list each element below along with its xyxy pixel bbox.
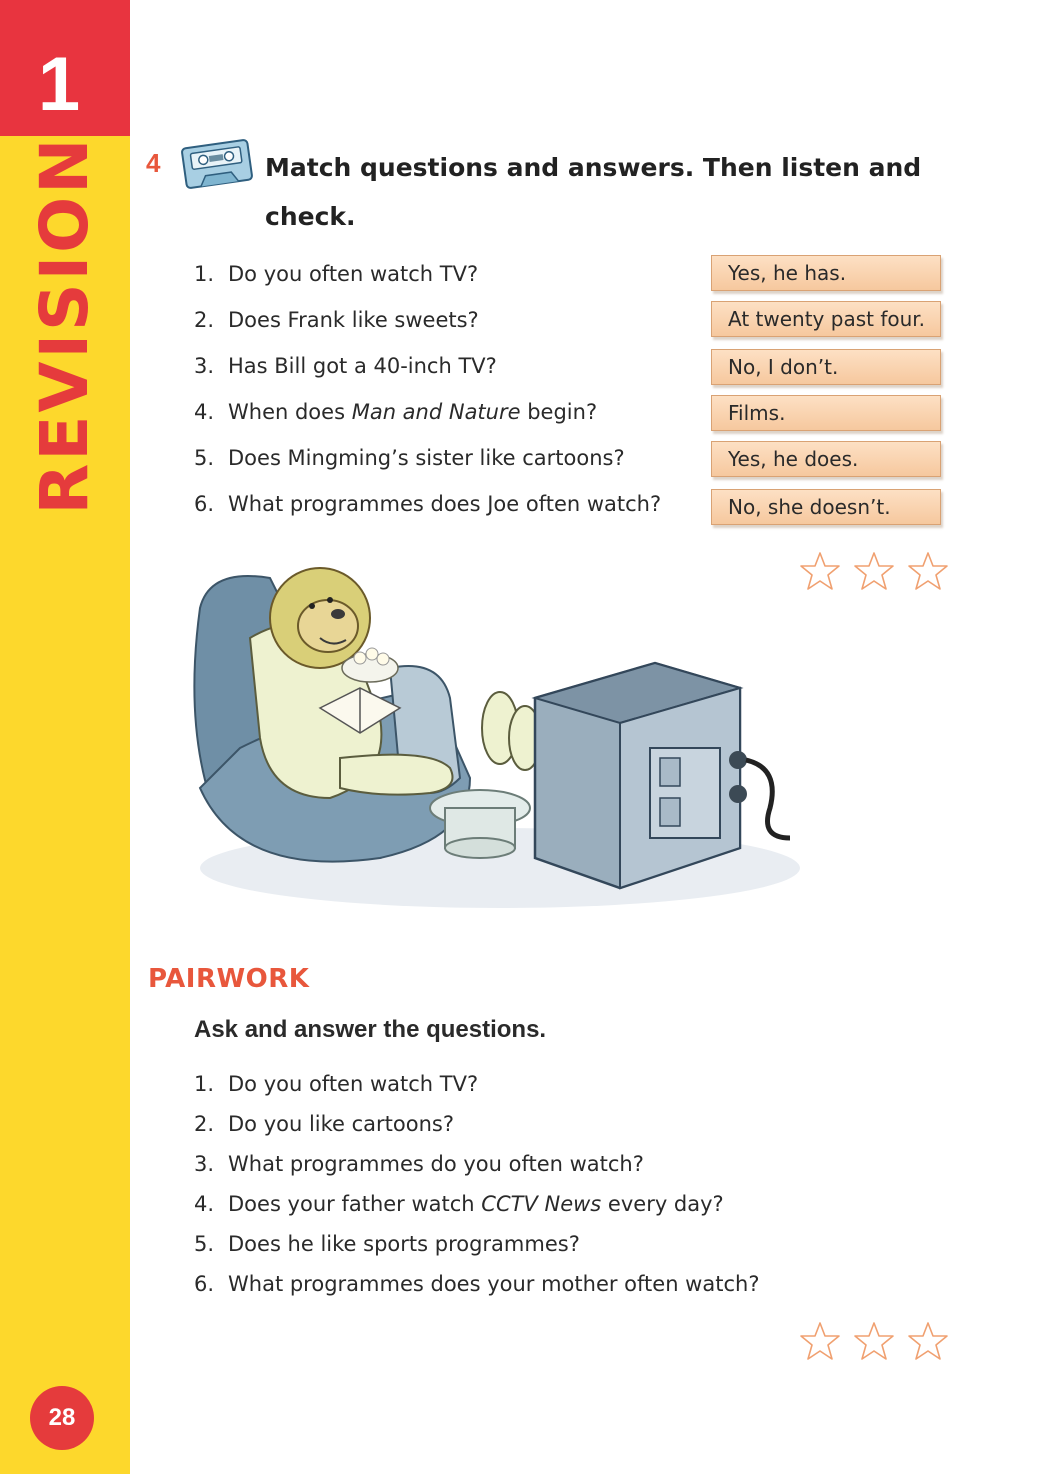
pairwork-question-item <box>194 1226 759 1266</box>
question-text: Does Frank like sweets? <box>228 308 479 332</box>
pairwork-question-list <box>194 1066 759 1306</box>
question-item <box>194 256 661 302</box>
pairwork-question-item <box>194 1266 759 1306</box>
question-number: 4. <box>194 1192 215 1216</box>
question-text: Does Mingming’s sister like cartoons? <box>228 446 625 470</box>
question-number: 5. <box>194 446 215 470</box>
question-text: What programmes do you often watch? <box>228 1152 644 1176</box>
lion-watching-tv-illustration <box>180 548 820 928</box>
star-rating <box>798 1320 952 1364</box>
question-number: 6. <box>194 1272 215 1296</box>
question-text-end: begin? <box>520 400 598 424</box>
star-outline-icon <box>909 553 947 589</box>
question-text: What programmes does Joe often watch? <box>228 492 662 516</box>
star-outline-icon <box>909 1323 947 1359</box>
answer-box[interactable]: No, she doesn’t. <box>711 489 941 525</box>
question-number: 1. <box>194 1072 215 1096</box>
programme-title: Man and Nature <box>351 400 521 424</box>
question-text: Do you often watch TV? <box>228 1072 479 1096</box>
answer-box[interactable]: Yes, he does. <box>711 441 941 477</box>
question-list <box>194 256 661 532</box>
answer-box[interactable]: At twenty past four. <box>711 301 941 337</box>
question-item <box>194 394 661 440</box>
unit-tab <box>0 0 130 136</box>
question-number: 4. <box>194 400 215 424</box>
question-number: 6. <box>194 492 215 516</box>
cassette-tape-icon <box>178 134 256 194</box>
star-outline-icon <box>801 1323 839 1359</box>
question-number: 5. <box>194 1232 215 1256</box>
pairwork-instruction: Ask and answer the questions. <box>194 1016 547 1043</box>
pairwork-question-item <box>194 1146 759 1186</box>
pairwork-heading: PAIRWORK <box>148 964 310 994</box>
question-number: 1. <box>194 262 215 286</box>
sidebar <box>0 0 130 1474</box>
exercise-title: Match questions and answers. Then listen and check. <box>265 153 922 231</box>
unit-number: 1 <box>37 42 81 127</box>
page-number: 28 <box>30 1386 94 1450</box>
question-text: When does <box>228 400 352 424</box>
question-text: Do you often watch TV? <box>228 262 479 286</box>
star-outline-icon <box>855 553 893 589</box>
question-number: 3. <box>194 354 215 378</box>
star-outline-icon <box>855 1323 893 1359</box>
revision-label: REVISION <box>26 135 103 515</box>
question-text-end: every day? <box>601 1192 724 1216</box>
question-number: 2. <box>194 308 215 332</box>
pairwork-question-item <box>194 1186 759 1226</box>
question-text: Has Bill got a 40-inch TV? <box>228 354 497 378</box>
question-text: Does your father watch <box>228 1192 482 1216</box>
question-item <box>194 440 661 486</box>
question-number: 2. <box>194 1112 215 1136</box>
exercise-number: 4 <box>146 148 161 178</box>
question-text: Does he like sports programmes? <box>228 1232 580 1256</box>
question-item <box>194 486 661 532</box>
question-item <box>194 348 661 394</box>
question-number: 3. <box>194 1152 215 1176</box>
star-rating <box>798 550 952 594</box>
pairwork-question-item <box>194 1066 759 1106</box>
question-item <box>194 302 661 348</box>
answer-box[interactable]: No, I don’t. <box>711 349 941 385</box>
answer-box[interactable]: Yes, he has. <box>711 255 941 291</box>
question-text: Do you like cartoons? <box>228 1112 455 1136</box>
answer-box[interactable]: Films. <box>711 395 941 431</box>
pairwork-question-item <box>194 1106 759 1146</box>
question-text: What programmes does your mother often watch? <box>228 1272 760 1296</box>
programme-title: CCTV News <box>481 1192 602 1216</box>
